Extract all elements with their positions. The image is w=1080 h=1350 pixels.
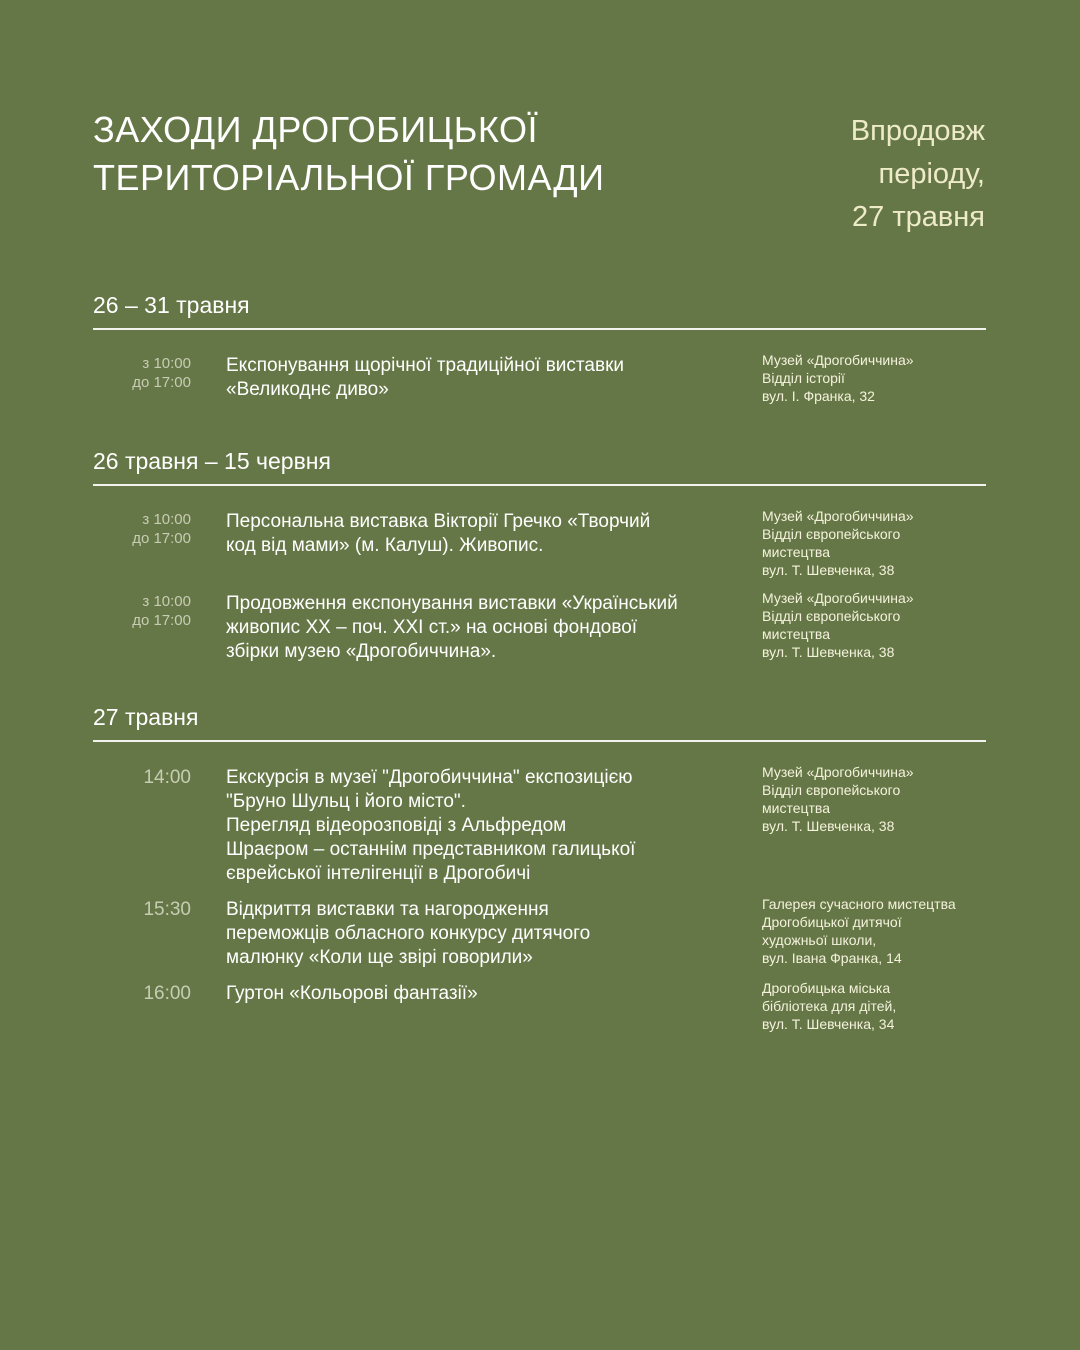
location-line: Дрогобицької дитячої	[762, 914, 902, 930]
location-line: вул. Т. Шевченка, 38	[762, 562, 895, 578]
event-location	[762, 507, 992, 579]
desc-line: «Великоднє диво»	[226, 379, 389, 400]
location-line: Музей «Дрогобиччина»	[762, 352, 914, 368]
event-location	[762, 979, 992, 1033]
location-line: вул. І. Франка, 32	[762, 388, 875, 404]
time-line: до 17:00	[132, 612, 191, 629]
event-location	[762, 763, 992, 835]
schedule-section	[93, 446, 986, 662]
event-description	[226, 898, 746, 970]
event-time	[143, 766, 191, 790]
period-line: Впродовж	[850, 115, 985, 147]
event-location	[762, 351, 992, 405]
event-time	[132, 510, 191, 548]
location-line: Дрогобицька міська	[762, 980, 891, 996]
location-line: мистецтва	[762, 626, 830, 642]
location-line: мистецтва	[762, 800, 830, 816]
time-line: з 10:00	[142, 355, 191, 372]
schedule-section	[93, 290, 986, 404]
desc-line: збірки музею «Дрогобиччина».	[226, 641, 497, 662]
location-line: Відділ європейського	[762, 526, 901, 542]
time-line: 15:30	[143, 899, 191, 920]
desc-line: живопис ХХ – поч. ХХІ ст.» на основі фондової	[226, 617, 638, 638]
period-label	[851, 110, 985, 239]
event-time	[132, 354, 191, 392]
location-line: Відділ історії	[762, 370, 845, 386]
time-line: з 10:00	[142, 593, 191, 610]
location-line: Відділ європейського	[762, 608, 901, 624]
section-date-heading: 26 травня – 15 червня	[93, 446, 986, 486]
desc-line: код від мами» (м. Калуш). Живопис.	[226, 535, 544, 556]
location-line: Відділ європейського	[762, 782, 901, 798]
location-line: мистецтва	[762, 544, 830, 560]
desc-line: "Бруно Шульц і його місто".	[226, 791, 466, 812]
location-line: Музей «Дрогобиччина»	[762, 764, 914, 780]
event-description	[226, 766, 746, 886]
period-line: 27 травня	[852, 201, 985, 233]
time-line: 16:00	[143, 983, 191, 1004]
section-date-heading: 27 травня	[93, 702, 986, 742]
event-location	[762, 895, 992, 967]
location-line: вул. Івана Франка, 14	[762, 950, 902, 966]
location-line: Музей «Дрогобиччина»	[762, 590, 914, 606]
location-line: художньої школи,	[762, 932, 877, 948]
schedule-section	[93, 702, 986, 1032]
time-line: з 10:00	[142, 511, 191, 528]
desc-line: Продовження експонування виставки «Український	[226, 593, 678, 614]
desc-line: Шраєром – останнім представником галицької	[226, 839, 636, 860]
event-description	[226, 354, 746, 402]
section-date-heading: 26 – 31 травня	[93, 290, 986, 330]
location-line: Галерея сучасного мистецтва	[762, 896, 956, 912]
time-line: до 17:00	[132, 530, 191, 547]
period-line: періоду,	[878, 158, 985, 190]
location-line: бібліотека для дітей,	[762, 998, 897, 1014]
desc-line: переможців обласного конкурсу дитячого	[226, 923, 591, 944]
desc-line: єврейської інтелігенції в Дрогобичі	[226, 863, 531, 884]
location-line: вул. Т. Шевченка, 38	[762, 818, 895, 834]
event-time	[143, 898, 191, 922]
desc-line: Експонування щорічної традиційної виставки	[226, 355, 624, 376]
event-location	[762, 589, 992, 661]
title-line: ЗАХОДИ ДРОГОБИЦЬКОЇ	[93, 109, 538, 150]
desc-line: Персональна виставка Вікторії Гречко «Творчий	[226, 511, 651, 532]
time-line: до 17:00	[132, 374, 191, 391]
location-line: Музей «Дрогобиччина»	[762, 508, 914, 524]
title-line: ТЕРИТОРІАЛЬНОЇ ГРОМАДИ	[93, 157, 605, 198]
location-line: вул. Т. Шевченка, 34	[762, 1016, 895, 1032]
desc-line: Екскурсія в музеї "Дрогобиччина" експозицією	[226, 767, 633, 788]
event-time	[143, 982, 191, 1006]
event-time	[132, 592, 191, 630]
time-line: 14:00	[143, 767, 191, 788]
event-description	[226, 592, 756, 664]
desc-line: Гуртон «Кольорові фантазії»	[226, 983, 478, 1004]
page-title	[93, 106, 605, 202]
desc-line: Відкриття виставки та нагородження	[226, 899, 549, 920]
event-description	[226, 510, 746, 558]
desc-line: Перегляд відеорозповіді з Альфредом	[226, 815, 567, 836]
event-description	[226, 982, 746, 1006]
location-line: вул. Т. Шевченка, 38	[762, 644, 895, 660]
desc-line: малюнку «Коли ще звірі говорили»	[226, 947, 533, 968]
